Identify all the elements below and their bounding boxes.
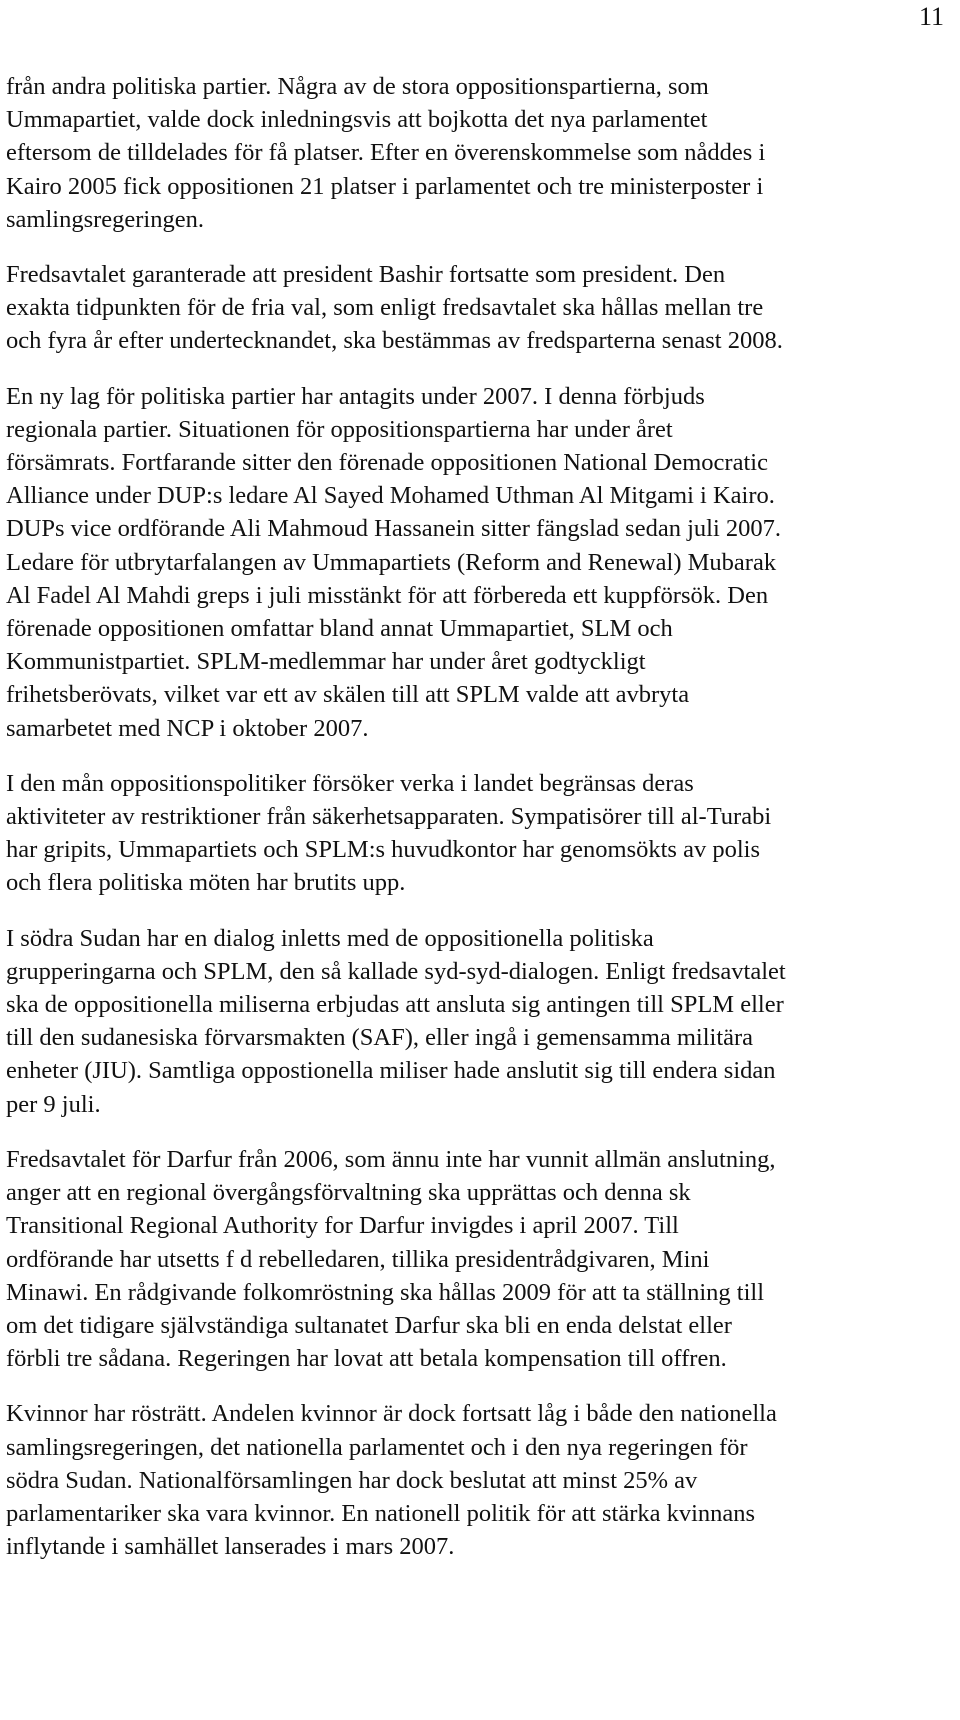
text-line: ordförande har utsetts f d rebelledaren, tillika presidentrådgivaren, Mini — [6, 1245, 710, 1273]
text-line: Fredsavtalet garanterade att president Bashir fortsatte som president. Den — [6, 261, 726, 289]
text-line: per 9 juli. — [6, 1090, 101, 1118]
text-line: I den mån oppositionspolitiker försöker verka i landet begränsas deras — [6, 769, 694, 797]
text-line: frihetsberövats, vilket var ett av skälen till att SPLM valde att avbryta — [6, 681, 690, 709]
text-line: Kairo 2005 fick oppositionen 21 platser i parlamentet och tre ministerposter i — [6, 172, 764, 200]
text-line: Alliance under DUP:s ledare Al Sayed Mohamed Uthman Al Mitgami i Kairo. — [6, 482, 775, 510]
paragraph-women — [6, 1397, 950, 1563]
text-line: Transitional Regional Authority for Darfur invigdes i april 2007. Till — [6, 1212, 679, 1240]
paragraph-darfur — [6, 1143, 950, 1375]
text-line: En ny lag för politiska partier har antagits under 2007. I denna förbjuds — [6, 382, 705, 410]
text-line: Ledare för utbrytarfalangen av Ummapartiets (Reform and Renewal) Mubarak — [6, 548, 777, 576]
text-line: I södra Sudan har en dialog inletts med de oppositionella politiska — [6, 924, 654, 952]
text-line: aktiviteter av restriktioner från säkerhetsapparaten. Sympatisörer till al-Turabi — [6, 803, 772, 831]
text-line: parlamentariker ska vara kvinnor. En nationell politik för att stärka kvinnans — [6, 1499, 756, 1527]
text-line: Minawi. En rådgivande folkomröstning ska hållas 2009 för att ta ställning till — [6, 1278, 765, 1306]
text-line: samlingsregeringen, det nationella parlamentet och i den nya regeringen för — [6, 1433, 748, 1461]
text-line: förenade oppositionen omfattar bland annat Ummapartiet, SLM och — [6, 615, 673, 643]
paragraph-peace-agreement — [6, 258, 950, 358]
text-line: anger att en regional övergångsförvaltning ska upprättas och denna sk — [6, 1179, 691, 1207]
text-line: Al Fadel Al Mahdi greps i juli misstänkt för att förbereda ett kuppförsök. Den — [6, 581, 769, 609]
paragraph-party-law — [6, 380, 950, 745]
text-line: försämrats. Fortfarande sitter den förenade oppositionen National Democratic — [6, 449, 768, 477]
paragraph-opposition-parties — [6, 70, 950, 236]
text-line: till den sudanesiska förvarsmakten (SAF), eller ingå i gemensamma militära — [6, 1024, 754, 1052]
text-line: Fredsavtalet för Darfur från 2006, som ännu inte har vunnit allmän anslutning, — [6, 1145, 776, 1173]
text-line: samarbetet med NCP i oktober 2007. — [6, 714, 369, 742]
text-line: enheter (JIU). Samtliga oppostionella miliser hade anslutit sig till endera sidan — [6, 1057, 776, 1085]
text-line: och flera politiska möten har brutits upp. — [6, 869, 406, 897]
text-line: från andra politiska partier. Några av de stora oppositionspartierna, som — [6, 73, 709, 100]
page-number: 11 — [918, 2, 944, 31]
text-line: Kvinnor har rösträtt. Andelen kvinnor är dock fortsatt låg i både den nationella — [6, 1400, 777, 1428]
text-line: exakta tidpunkten för de fria val, som enligt fredsavtalet ska hållas mellan tre — [6, 294, 764, 322]
text-line: regionala partier. Situationen för oppositionspartierna har under året — [6, 415, 673, 443]
text-line: södra Sudan. Nationalförsamlingen har dock beslutat att minst 25% av — [6, 1466, 698, 1494]
document-body — [6, 70, 950, 1563]
text-line: om det tidigare självständiga sultanatet Darfur ska bli en enda delstat eller — [6, 1311, 732, 1339]
text-line: samlingsregeringen. — [6, 205, 204, 233]
text-line: förbli tre sådana. Regeringen har lovat att betala kompensation till offren. — [6, 1345, 727, 1373]
text-line: eftersom de tilldelades för få platser. Efter en överenskommelse som nåddes i — [6, 139, 766, 167]
text-line: Ummapartiet, valde dock inledningsvis att bojkotta det nya parlamentet — [6, 106, 708, 134]
text-line: Kommunistpartiet. SPLM-medlemmar har under året godtyckligt — [6, 648, 646, 676]
paragraph-opposition-restrictions — [6, 767, 950, 900]
text-line: grupperingarna och SPLM, den så kallade syd-syd-dialogen. Enligt fredsavtalet — [6, 957, 786, 985]
text-line: DUPs vice ordförande Ali Mahmoud Hassanein sitter fängslad sedan juli 2007. — [6, 515, 782, 543]
text-line: inflytande i samhället lanserades i mars 2007. — [6, 1533, 455, 1561]
paragraph-south-sudan — [6, 922, 950, 1121]
text-line: ska de oppositionella miliserna erbjudas att ansluta sig antingen till SPLM eller — [6, 991, 784, 1019]
text-line: har gripits, Ummapartiets och SPLM:s huvudkontor har genomsökts av polis — [6, 836, 760, 864]
text-line: och fyra år efter undertecknandet, ska bestämmas av fredsparterna senast 2008. — [6, 327, 783, 355]
